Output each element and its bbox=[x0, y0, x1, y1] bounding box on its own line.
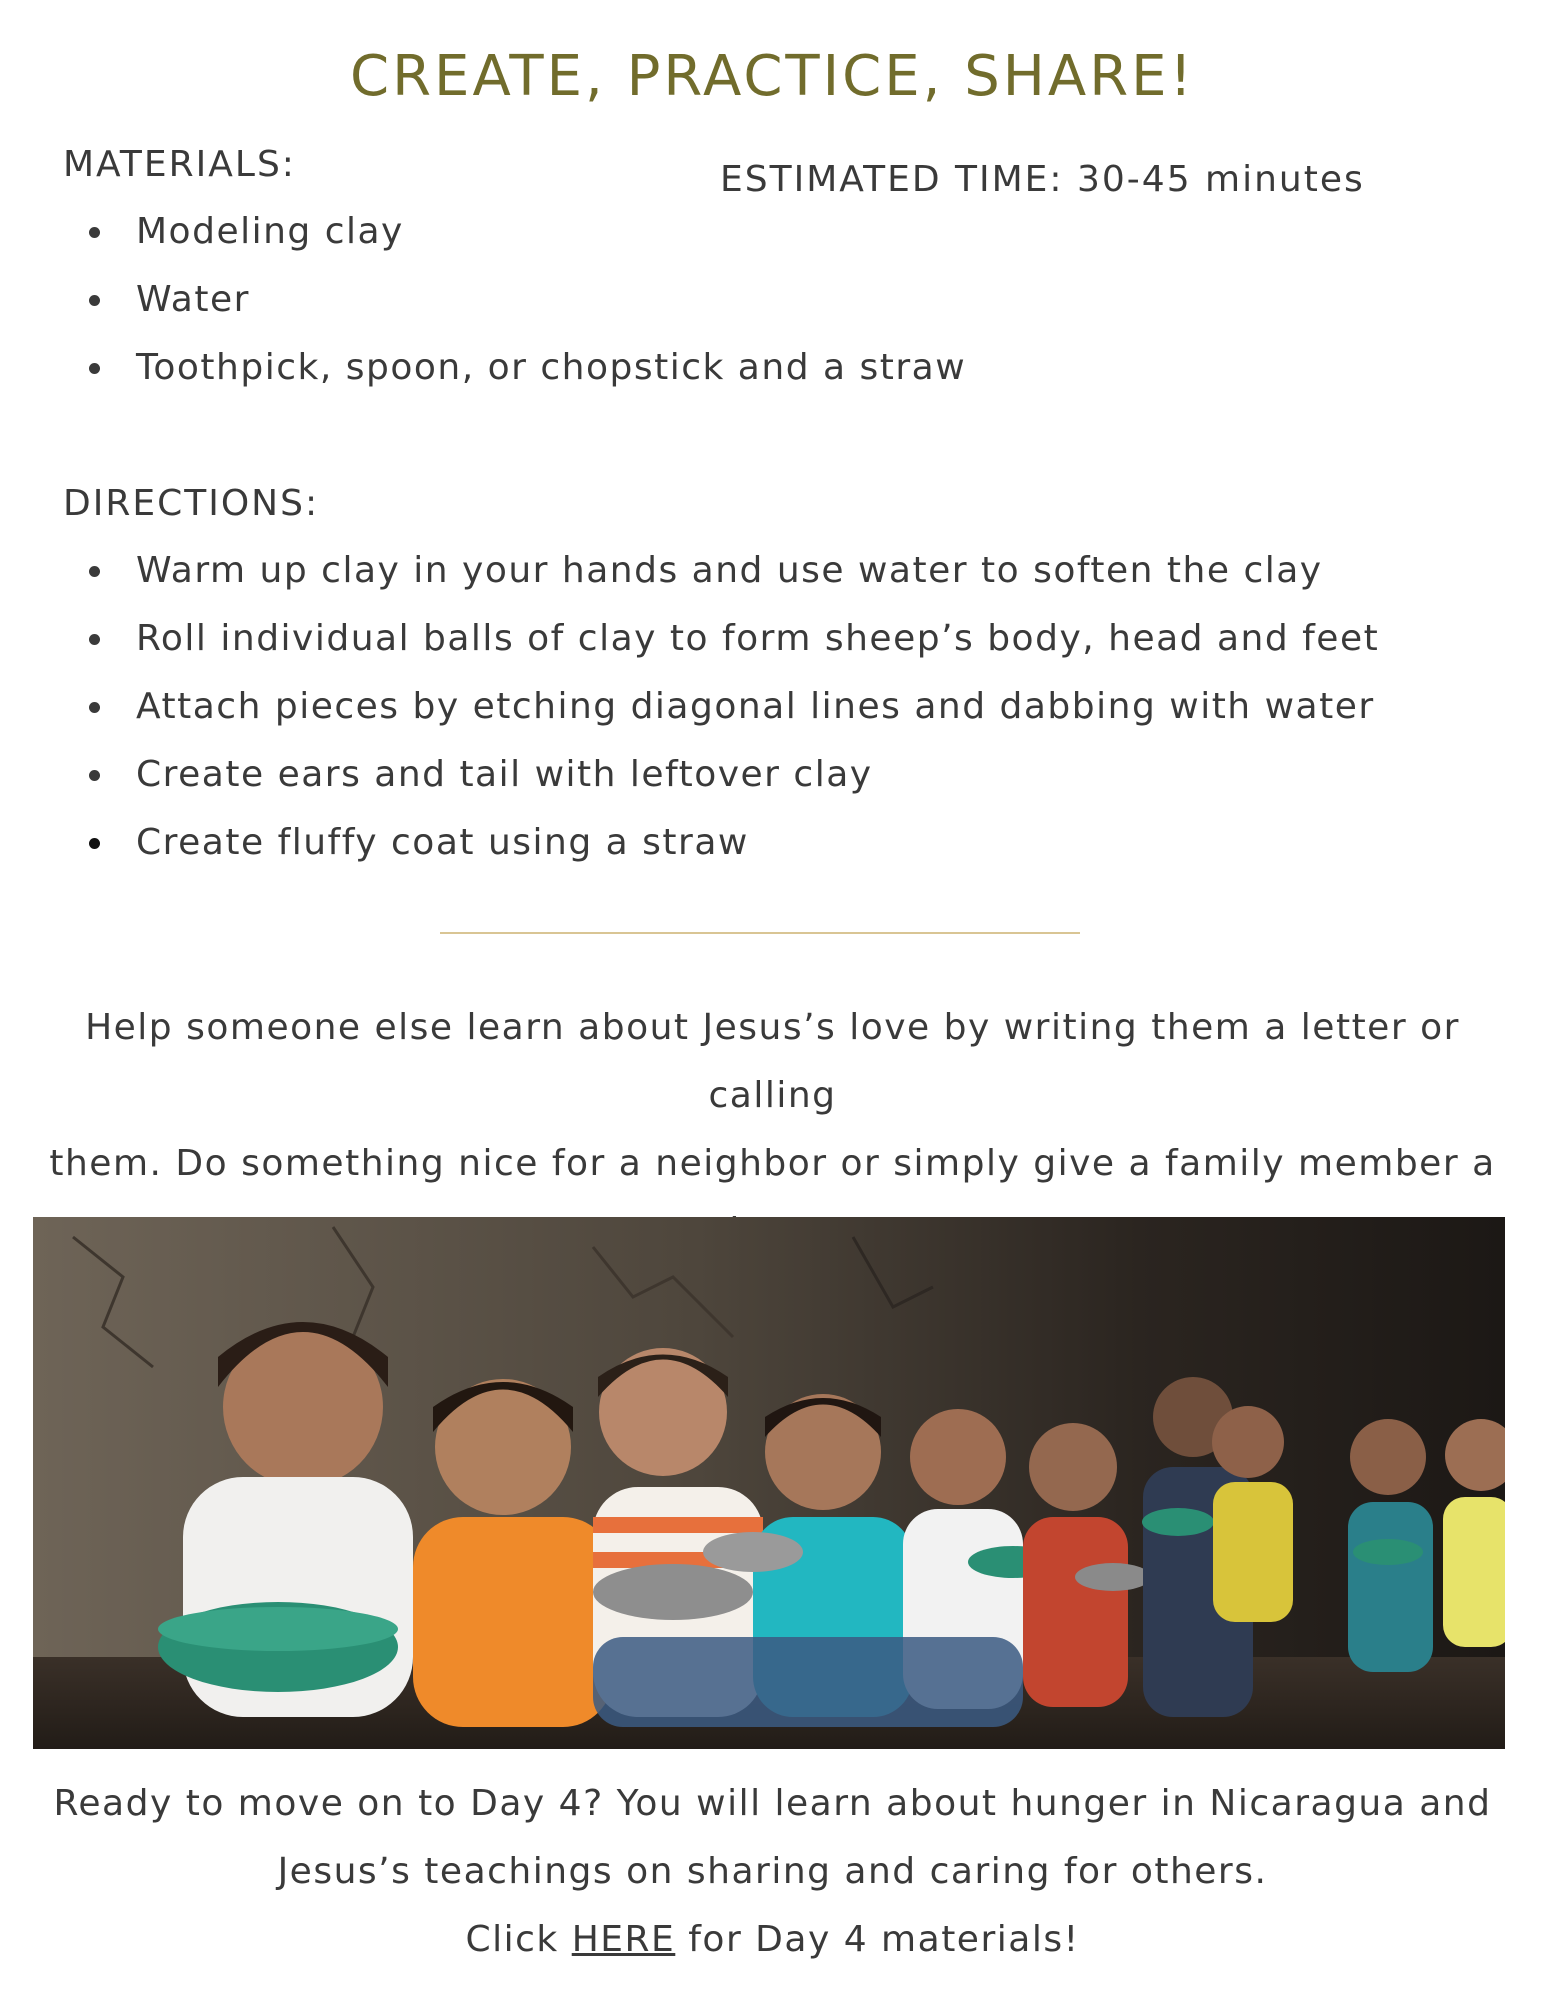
list-item bbox=[63, 605, 1379, 673]
direction-text: Roll individual balls of clay to form sheep’s body, head and feet bbox=[136, 618, 1380, 659]
material-text: Water bbox=[136, 279, 250, 320]
bullet-icon bbox=[89, 227, 100, 238]
link-suffix: for Day 4 materials! bbox=[675, 1919, 1080, 1960]
bullet-icon bbox=[89, 770, 100, 781]
list-item bbox=[63, 673, 1379, 741]
bullet-icon bbox=[89, 702, 100, 713]
estimated-time: ESTIMATED TIME: 30-45 minutes bbox=[720, 159, 1365, 200]
material-text: Toothpick, spoon, or chopstick and a straw bbox=[136, 347, 967, 388]
share-line: Help someone else learn about Jesus’s love by writing them a letter or calling bbox=[85, 1007, 1460, 1116]
direction-text: Attach pieces by etching diagonal lines and dabbing with water bbox=[136, 686, 1375, 727]
link-prefix: Click bbox=[465, 1919, 572, 1960]
next-day-paragraph bbox=[40, 1770, 1505, 1974]
directions-heading: DIRECTIONS: bbox=[63, 483, 320, 524]
list-item bbox=[63, 741, 1379, 809]
list-item bbox=[63, 266, 966, 334]
direction-text: Warm up clay in your hands and use water to soften the clay bbox=[136, 550, 1323, 591]
direction-text: Create ears and tail with leftover clay bbox=[136, 754, 873, 795]
children-photo bbox=[33, 1217, 1505, 1749]
direction-text: Create fluffy coat using a straw bbox=[136, 822, 749, 863]
list-item bbox=[63, 809, 1379, 877]
bullet-icon bbox=[89, 634, 100, 645]
directions-list bbox=[63, 537, 1379, 877]
next-day-line-link bbox=[40, 1906, 1505, 1974]
day4-materials-link[interactable]: HERE bbox=[571, 1919, 676, 1960]
bullet-icon bbox=[89, 566, 100, 577]
section-divider bbox=[440, 932, 1080, 934]
share-line: them. Do something nice for a neighbor or simply give a family member a bbox=[49, 1143, 1496, 1184]
bullet-icon bbox=[89, 295, 100, 306]
list-item bbox=[63, 537, 1379, 605]
materials-heading: MATERIALS: bbox=[63, 144, 296, 185]
bullet-icon bbox=[89, 838, 100, 849]
next-day-line: Ready to move on to Day 4? You will learn about hunger in Nicaragua and bbox=[53, 1783, 1492, 1824]
material-text: Modeling clay bbox=[136, 211, 404, 252]
list-item bbox=[63, 334, 966, 402]
next-day-line: Jesus’s teachings on sharing and caring for others. bbox=[277, 1851, 1268, 1892]
page-title: CREATE, PRACTICE, SHARE! bbox=[350, 44, 1195, 109]
list-item bbox=[63, 198, 966, 266]
materials-list bbox=[63, 198, 966, 402]
children-photo-illustration bbox=[33, 1217, 1505, 1749]
bullet-icon bbox=[89, 363, 100, 374]
